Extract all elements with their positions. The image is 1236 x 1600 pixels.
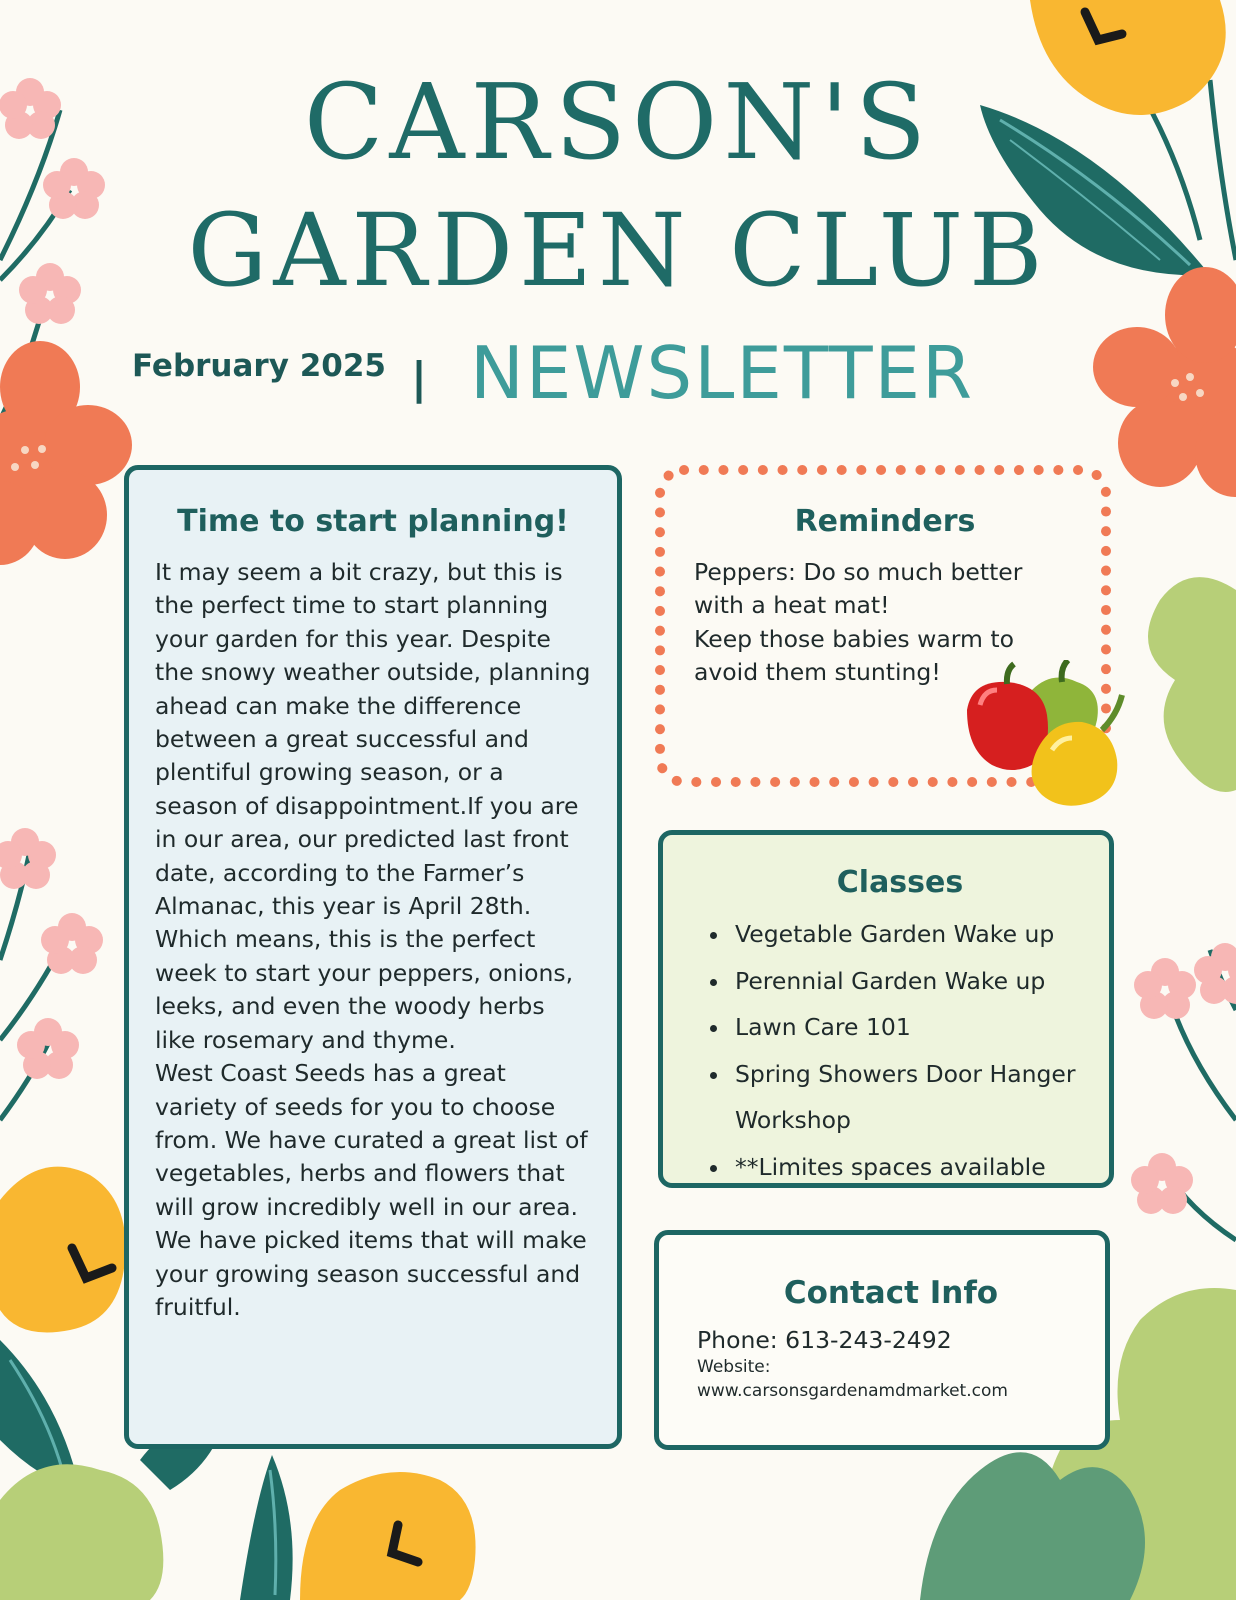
planning-body <box>155 556 591 1324</box>
pink-flower-icon <box>1134 958 1196 1019</box>
class-item: • Lawn Care 101 <box>731 1004 1097 1051</box>
header-divider: | <box>411 353 428 404</box>
peppers-icon <box>962 660 1152 820</box>
planning-paragraph-2: West Coast Seeds has a great variety of seeds for you to choose from. We have curated a great list of vegetables, herbs and flowers that will grow incredibly well in our area. We have picked items that will make your growing season successful and fruitful. <box>155 1059 588 1321</box>
pink-flower-icon <box>1194 943 1236 1004</box>
reminder-line-2: Keep those babies warm to avoid them stunting! <box>694 624 1014 687</box>
green-leaf-icon <box>1148 577 1236 792</box>
class-item: • **Limites spaces available <box>731 1144 1097 1191</box>
planning-heading: Time to start planning! <box>177 504 569 539</box>
planning-paragraph-1: It may seem a bit crazy, but this is the perfect time to start planning your garden for this year. Despite the snowy weather outside, planning ahead can make the difference between a great successful and plentiful growing season, or a season of disappointment.If you are in our area, our predicted last front date, according to the Farmer’s Almanac, this year is April 28th. Which means, this is the perfect week to start your peppers, onions, leeks, and even the woody herbs like rosemary and thyme. <box>155 558 591 1054</box>
class-item: • Perennial Garden Wake up <box>731 958 1097 1005</box>
title-line-1: CARSON'S <box>303 61 933 183</box>
planning-card <box>124 465 622 1449</box>
contact-card <box>654 1230 1110 1450</box>
reminder-line-1: Peppers: Do so much better with a heat mat! <box>694 558 1023 620</box>
issue-date: February 2025 <box>132 348 386 384</box>
yellow-tulip-icon <box>0 1167 126 1333</box>
website-label: Website: <box>697 1357 771 1377</box>
contact-heading: Contact Info <box>783 1275 999 1311</box>
class-item: • Spring Showers Door Hanger Workshop <box>731 1051 1097 1144</box>
yellow-tulip-icon <box>300 1472 476 1600</box>
phone-number: Phone: 613-243-2492 <box>697 1326 952 1354</box>
class-item: • Vegetable Garden Wake up <box>731 911 1097 958</box>
classes-list <box>703 911 1097 1190</box>
newsletter-heading: NEWSLETTER <box>470 331 975 415</box>
pink-flower-icon <box>1131 1153 1193 1214</box>
classes-card <box>658 830 1114 1188</box>
website-link[interactable]: www.carsonsgardenamdmarket.com <box>697 1381 1008 1401</box>
classes-heading: Classes <box>836 865 964 900</box>
green-leaf-icon <box>0 1464 163 1600</box>
pink-flower-icon <box>41 913 103 974</box>
title-line-2: GARDEN CLUB <box>187 192 1049 309</box>
reminders-heading: Reminders <box>794 504 976 539</box>
coral-flower-icon <box>0 341 132 565</box>
